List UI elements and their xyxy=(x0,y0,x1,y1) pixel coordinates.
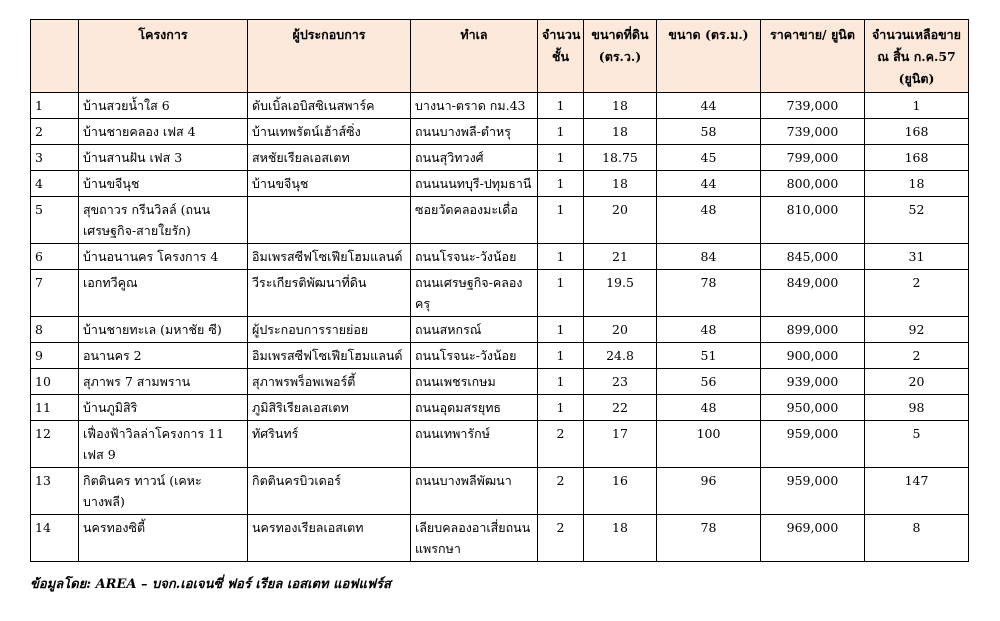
table-row xyxy=(31,244,969,270)
cell-unit-size: 78 xyxy=(657,270,761,317)
cell-location: ถนนนนทบุรี-ปทุมธานี xyxy=(411,171,538,197)
cell-floors: 1 xyxy=(538,145,584,171)
cell-row-index: 5 xyxy=(31,197,79,244)
cell-unit-size: 44 xyxy=(657,171,761,197)
cell-land-size: 20 xyxy=(584,197,657,244)
header-floors: จำนวนชั้น xyxy=(538,20,584,93)
cell-price: 800,000 xyxy=(761,171,865,197)
header-size: ขนาด (ตร.ม.) xyxy=(657,20,761,93)
cell-land-size: 18 xyxy=(584,171,657,197)
cell-remaining-units: 168 xyxy=(865,119,969,145)
cell-unit-size: 51 xyxy=(657,343,761,369)
cell-project-name: บ้านชายทะเล (มหาชัย ซี) xyxy=(79,317,248,343)
cell-row-index: 14 xyxy=(31,515,79,562)
cell-floors: 1 xyxy=(538,171,584,197)
cell-floors: 1 xyxy=(538,317,584,343)
header-location: ทำเล xyxy=(411,20,538,93)
cell-price: 849,000 xyxy=(761,270,865,317)
cell-location: ถนนบางพลีพัฒนา xyxy=(411,468,538,515)
cell-unit-size: 96 xyxy=(657,468,761,515)
table-row xyxy=(31,395,969,421)
cell-price: 950,000 xyxy=(761,395,865,421)
cell-location: ถนนโรจนะ-วังน้อย xyxy=(411,343,538,369)
cell-price: 900,000 xyxy=(761,343,865,369)
cell-floors: 1 xyxy=(538,244,584,270)
table-row xyxy=(31,421,969,468)
cell-unit-size: 48 xyxy=(657,197,761,244)
cell-price: 845,000 xyxy=(761,244,865,270)
cell-row-index: 2 xyxy=(31,119,79,145)
table-row xyxy=(31,343,969,369)
cell-developer: บ้านเทพรัตน์เฮ้าส์ซิ่ง xyxy=(248,119,411,145)
cell-project-name: บ้านขจีนุช xyxy=(79,171,248,197)
cell-land-size: 17 xyxy=(584,421,657,468)
cell-row-index: 8 xyxy=(31,317,79,343)
cell-row-index: 6 xyxy=(31,244,79,270)
cell-price: 959,000 xyxy=(761,468,865,515)
cell-row-index: 13 xyxy=(31,468,79,515)
cell-project-name: สุขถาวร กรีนวิลล์ (ถนน เศรษฐกิจ-สายใยรัก) xyxy=(79,197,248,244)
cell-unit-size: 44 xyxy=(657,93,761,119)
table-row xyxy=(31,317,969,343)
cell-unit-size: 48 xyxy=(657,317,761,343)
cell-row-index: 4 xyxy=(31,171,79,197)
table-row xyxy=(31,119,969,145)
cell-unit-size: 45 xyxy=(657,145,761,171)
cell-floors: 1 xyxy=(538,93,584,119)
cell-location: เลียบคลองอาเสี่ยถนนแพรกษา xyxy=(411,515,538,562)
cell-project-name: บ้านอนานคร โครงการ 4 xyxy=(79,244,248,270)
cell-row-index: 12 xyxy=(31,421,79,468)
cell-remaining-units: 168 xyxy=(865,145,969,171)
cell-location: ถนนบางพลี-ตำหรุ xyxy=(411,119,538,145)
cell-remaining-units: 147 xyxy=(865,468,969,515)
cell-developer: นครทองเรียลเอสเตท xyxy=(248,515,411,562)
cell-developer: ผู้ประกอบการรายย่อย xyxy=(248,317,411,343)
cell-row-index: 3 xyxy=(31,145,79,171)
cell-project-name: กิตตินคร ทาวน์ (เคหะบางพลี) xyxy=(79,468,248,515)
table-row xyxy=(31,369,969,395)
cell-location: ถนนสหกรณ์ xyxy=(411,317,538,343)
cell-unit-size: 48 xyxy=(657,395,761,421)
cell-unit-size: 84 xyxy=(657,244,761,270)
header-land-size: ขนาดที่ดิน (ตร.ว.) xyxy=(584,20,657,93)
cell-row-index: 1 xyxy=(31,93,79,119)
cell-developer xyxy=(248,197,411,244)
cell-project-name: บ้านชายคลอง เฟส 4 xyxy=(79,119,248,145)
header-index xyxy=(31,20,79,93)
table-row xyxy=(31,468,969,515)
table-row xyxy=(31,197,969,244)
table-header-row xyxy=(31,20,969,93)
cell-land-size: 20 xyxy=(584,317,657,343)
cell-unit-size: 78 xyxy=(657,515,761,562)
cell-floors: 1 xyxy=(538,197,584,244)
cell-floors: 2 xyxy=(538,468,584,515)
cell-price: 810,000 xyxy=(761,197,865,244)
header-developer: ผู้ประกอบการ xyxy=(248,20,411,93)
cell-land-size: 16 xyxy=(584,468,657,515)
header-project: โครงการ xyxy=(79,20,248,93)
cell-location: ถนนสุวิทวงศ์ xyxy=(411,145,538,171)
cell-location: ถนนโรจนะ-วังน้อย xyxy=(411,244,538,270)
cell-developer: กิตตินครบิวเดอร์ xyxy=(248,468,411,515)
cell-project-name: เฟื่องฟ้าวิลล่าโครงการ 11 เฟส 9 xyxy=(79,421,248,468)
cell-project-name: นครทองซิตี้ xyxy=(79,515,248,562)
cell-remaining-units: 8 xyxy=(865,515,969,562)
cell-project-name: บ้านภูมิสิริ xyxy=(79,395,248,421)
cell-remaining-units: 52 xyxy=(865,197,969,244)
cell-row-index: 10 xyxy=(31,369,79,395)
cell-unit-size: 58 xyxy=(657,119,761,145)
cell-land-size: 18.75 xyxy=(584,145,657,171)
cell-developer: ดับเบิ้ลเอบิสซิเนสพาร์ค xyxy=(248,93,411,119)
cell-remaining-units: 31 xyxy=(865,244,969,270)
cell-price: 959,000 xyxy=(761,421,865,468)
cell-price: 939,000 xyxy=(761,369,865,395)
cell-land-size: 19.5 xyxy=(584,270,657,317)
cell-project-name: เอกทวีคูณ xyxy=(79,270,248,317)
cell-land-size: 21 xyxy=(584,244,657,270)
cell-location: ถนนเพชรเกษม xyxy=(411,369,538,395)
cell-developer: อิมเพรสซีฟโซเฟียโฮมแลนด์ xyxy=(248,343,411,369)
cell-floors: 2 xyxy=(538,515,584,562)
cell-floors: 1 xyxy=(538,270,584,317)
cell-remaining-units: 18 xyxy=(865,171,969,197)
cell-price: 739,000 xyxy=(761,93,865,119)
cell-remaining-units: 5 xyxy=(865,421,969,468)
cell-land-size: 18 xyxy=(584,93,657,119)
cell-developer: บ้านขจีนุช xyxy=(248,171,411,197)
cell-project-name: บ้านสานฝัน เฟส 3 xyxy=(79,145,248,171)
cell-land-size: 22 xyxy=(584,395,657,421)
cell-developer: วีระเกียรติพัฒนาที่ดิน xyxy=(248,270,411,317)
header-price: ราคาขาย/ ยูนิต xyxy=(761,20,865,93)
cell-remaining-units: 2 xyxy=(865,270,969,317)
cell-row-index: 7 xyxy=(31,270,79,317)
cell-land-size: 18 xyxy=(584,515,657,562)
cell-price: 899,000 xyxy=(761,317,865,343)
cell-floors: 2 xyxy=(538,421,584,468)
cell-project-name: อนานคร 2 xyxy=(79,343,248,369)
cell-location: ถนนอุดมสรยุทธ xyxy=(411,395,538,421)
cell-developer: สุภาพรพร็อพเพอร์ตี้ xyxy=(248,369,411,395)
cell-price: 969,000 xyxy=(761,515,865,562)
cell-location: ถนนเทพารักษ์ xyxy=(411,421,538,468)
property-table xyxy=(30,19,969,562)
cell-project-name: สุภาพร 7 สามพราน xyxy=(79,369,248,395)
cell-floors: 1 xyxy=(538,395,584,421)
cell-remaining-units: 20 xyxy=(865,369,969,395)
cell-row-index: 9 xyxy=(31,343,79,369)
table-row xyxy=(31,171,969,197)
cell-remaining-units: 98 xyxy=(865,395,969,421)
cell-land-size: 23 xyxy=(584,369,657,395)
table-row xyxy=(31,145,969,171)
cell-location: บางนา-ตราด กม.43 xyxy=(411,93,538,119)
source-note: ข้อมูลโดย: AREA – บจก.เอเจนซี่ ฟอร์ เรียล เอสเตท แอฟแฟร์ส xyxy=(30,577,391,592)
cell-unit-size: 100 xyxy=(657,421,761,468)
table-row xyxy=(31,270,969,317)
cell-location: ถนนเศรษฐกิจ-คลอง ครุ xyxy=(411,270,538,317)
cell-floors: 1 xyxy=(538,343,584,369)
cell-land-size: 18 xyxy=(584,119,657,145)
cell-unit-size: 56 xyxy=(657,369,761,395)
cell-land-size: 24.8 xyxy=(584,343,657,369)
table-row xyxy=(31,93,969,119)
cell-floors: 1 xyxy=(538,369,584,395)
cell-remaining-units: 2 xyxy=(865,343,969,369)
table-row xyxy=(31,515,969,562)
cell-price: 799,000 xyxy=(761,145,865,171)
cell-remaining-units: 92 xyxy=(865,317,969,343)
cell-developer: ทัศรินทร์ xyxy=(248,421,411,468)
cell-remaining-units: 1 xyxy=(865,93,969,119)
cell-developer: ภูมิสิริเรียลเอสเตท xyxy=(248,395,411,421)
cell-row-index: 11 xyxy=(31,395,79,421)
cell-location: ซอยวัดคลองมะเดื่อ xyxy=(411,197,538,244)
cell-developer: สหชัยเรียลเอสเตท xyxy=(248,145,411,171)
cell-project-name: บ้านสวยน้ำใส 6 xyxy=(79,93,248,119)
cell-price: 739,000 xyxy=(761,119,865,145)
cell-floors: 1 xyxy=(538,119,584,145)
cell-developer: อิมเพรสซีฟโซเฟียโฮมแลนด์ xyxy=(248,244,411,270)
header-remaining: จำนวนเหลือขาย ณ สิ้น ก.ค.57 (ยูนิต) xyxy=(865,20,969,93)
